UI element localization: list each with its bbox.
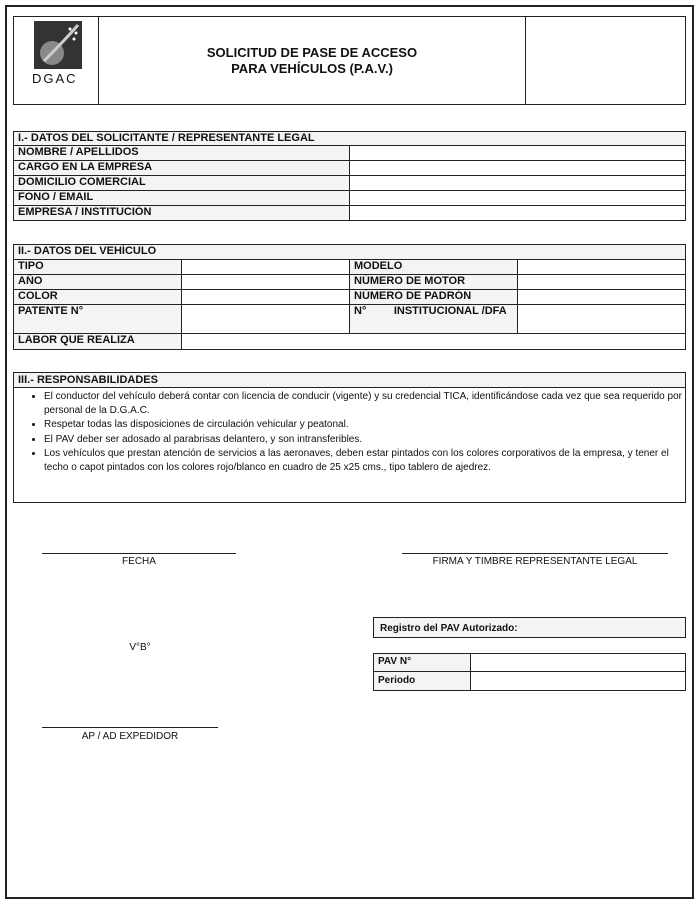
expedidor-line[interactable] xyxy=(42,727,218,728)
section1-table xyxy=(13,131,686,221)
field-label: LABOR QUE REALIZA xyxy=(14,334,182,350)
field-label: PATENTE N° xyxy=(14,305,182,334)
field-label: NÚMERO DE PADRÓN xyxy=(350,290,518,305)
field-label: COLOR xyxy=(14,290,182,305)
expedidor-label: AP / AD EXPEDIDOR xyxy=(81,731,179,742)
list-item: • Respetar todas las disposiciones de circulación vehicular y peatonal. xyxy=(44,418,685,432)
header-right-cell xyxy=(526,17,686,105)
ano-input[interactable] xyxy=(182,275,350,290)
periodo-input[interactable] xyxy=(471,672,686,691)
vobo-label: V°B° xyxy=(129,642,151,653)
list-item: • Los vehículos que prestan atención de servicios a las aeronaves, deben estar pintados con los colores corporativos de la empresa, y tener el techo o capot pintados con los colores rojo/blanco en cuadro de 25 x25 cms., tipo tablero de ajedrez. xyxy=(44,447,685,474)
empresa-input[interactable] xyxy=(350,206,686,221)
tipo-input[interactable] xyxy=(182,260,350,275)
registro-title: Registro del PAV Autorizado: xyxy=(373,617,686,638)
firma-label: FIRMA Y TIMBRE REPRESENTANTE LEGAL xyxy=(432,556,638,567)
institucional-input[interactable] xyxy=(518,305,686,334)
form-title-line1: SOLICITUD DE PASE DE ACCESO xyxy=(206,44,418,60)
fono-input[interactable] xyxy=(350,191,686,206)
field-label: AÑO xyxy=(14,275,182,290)
form-title-line2: PARA VEHÍCULOS (P.A.V.) xyxy=(231,60,393,76)
list-item: • El conductor del vehículo deberá contar con licencia de conducir (vigente) y su credencial TICA, identificándose cada vez que sea requerido por personal de la D.G.A.C. xyxy=(44,390,685,417)
field-label: DOMICILIO COMERCIAL xyxy=(14,176,350,191)
pav-input[interactable] xyxy=(471,654,686,672)
dgac-logo xyxy=(34,21,82,69)
header-table xyxy=(13,16,686,105)
globe-icon xyxy=(34,21,82,69)
field-label: TIPO xyxy=(14,260,182,275)
title-cell xyxy=(99,17,526,105)
cargo-input[interactable] xyxy=(350,161,686,176)
fecha-label: FECHA xyxy=(122,556,156,567)
section2-title: II.- DATOS DEL VEHÍCULO xyxy=(14,245,686,260)
section2-table xyxy=(13,244,686,350)
responsibilities-list xyxy=(14,390,685,474)
field-label: N° INSTITUCIONAL /DFA xyxy=(350,305,518,334)
padron-input[interactable] xyxy=(518,290,686,305)
patente-input[interactable] xyxy=(182,305,350,334)
field-label: CARGO EN LA EMPRESA xyxy=(14,161,350,176)
field-label: MODELO xyxy=(350,260,518,275)
periodo-label: Periodo xyxy=(374,672,471,691)
section3-title: III.- RESPONSABILIDADES xyxy=(14,373,685,388)
domicilio-input[interactable] xyxy=(350,176,686,191)
registro-table xyxy=(373,653,686,691)
fecha-line[interactable] xyxy=(42,553,236,554)
section3-box xyxy=(13,372,686,503)
modelo-input[interactable] xyxy=(518,260,686,275)
field-label: EMPRESA / INSTITUCIÓN xyxy=(14,206,350,221)
field-label: NÚMERO DE MOTOR xyxy=(350,275,518,290)
color-input[interactable] xyxy=(182,290,350,305)
list-item: • El PAV deber ser adosado al parabrisas delantero, y son intransferibles. xyxy=(44,433,685,447)
pav-label: PAV N° xyxy=(374,654,471,672)
firma-line[interactable] xyxy=(402,553,668,554)
labor-input[interactable] xyxy=(182,334,686,350)
logo-text: DGAC xyxy=(32,71,78,86)
motor-input[interactable] xyxy=(518,275,686,290)
field-label: NOMBRE / APELLIDOS xyxy=(14,146,350,161)
field-label: FONO / EMAIL xyxy=(14,191,350,206)
logo-cell xyxy=(14,17,99,105)
section1-title: I.- DATOS DEL SOLICITANTE / REPRESENTANTE LEGAL xyxy=(14,132,686,146)
nombre-input[interactable] xyxy=(350,146,686,161)
